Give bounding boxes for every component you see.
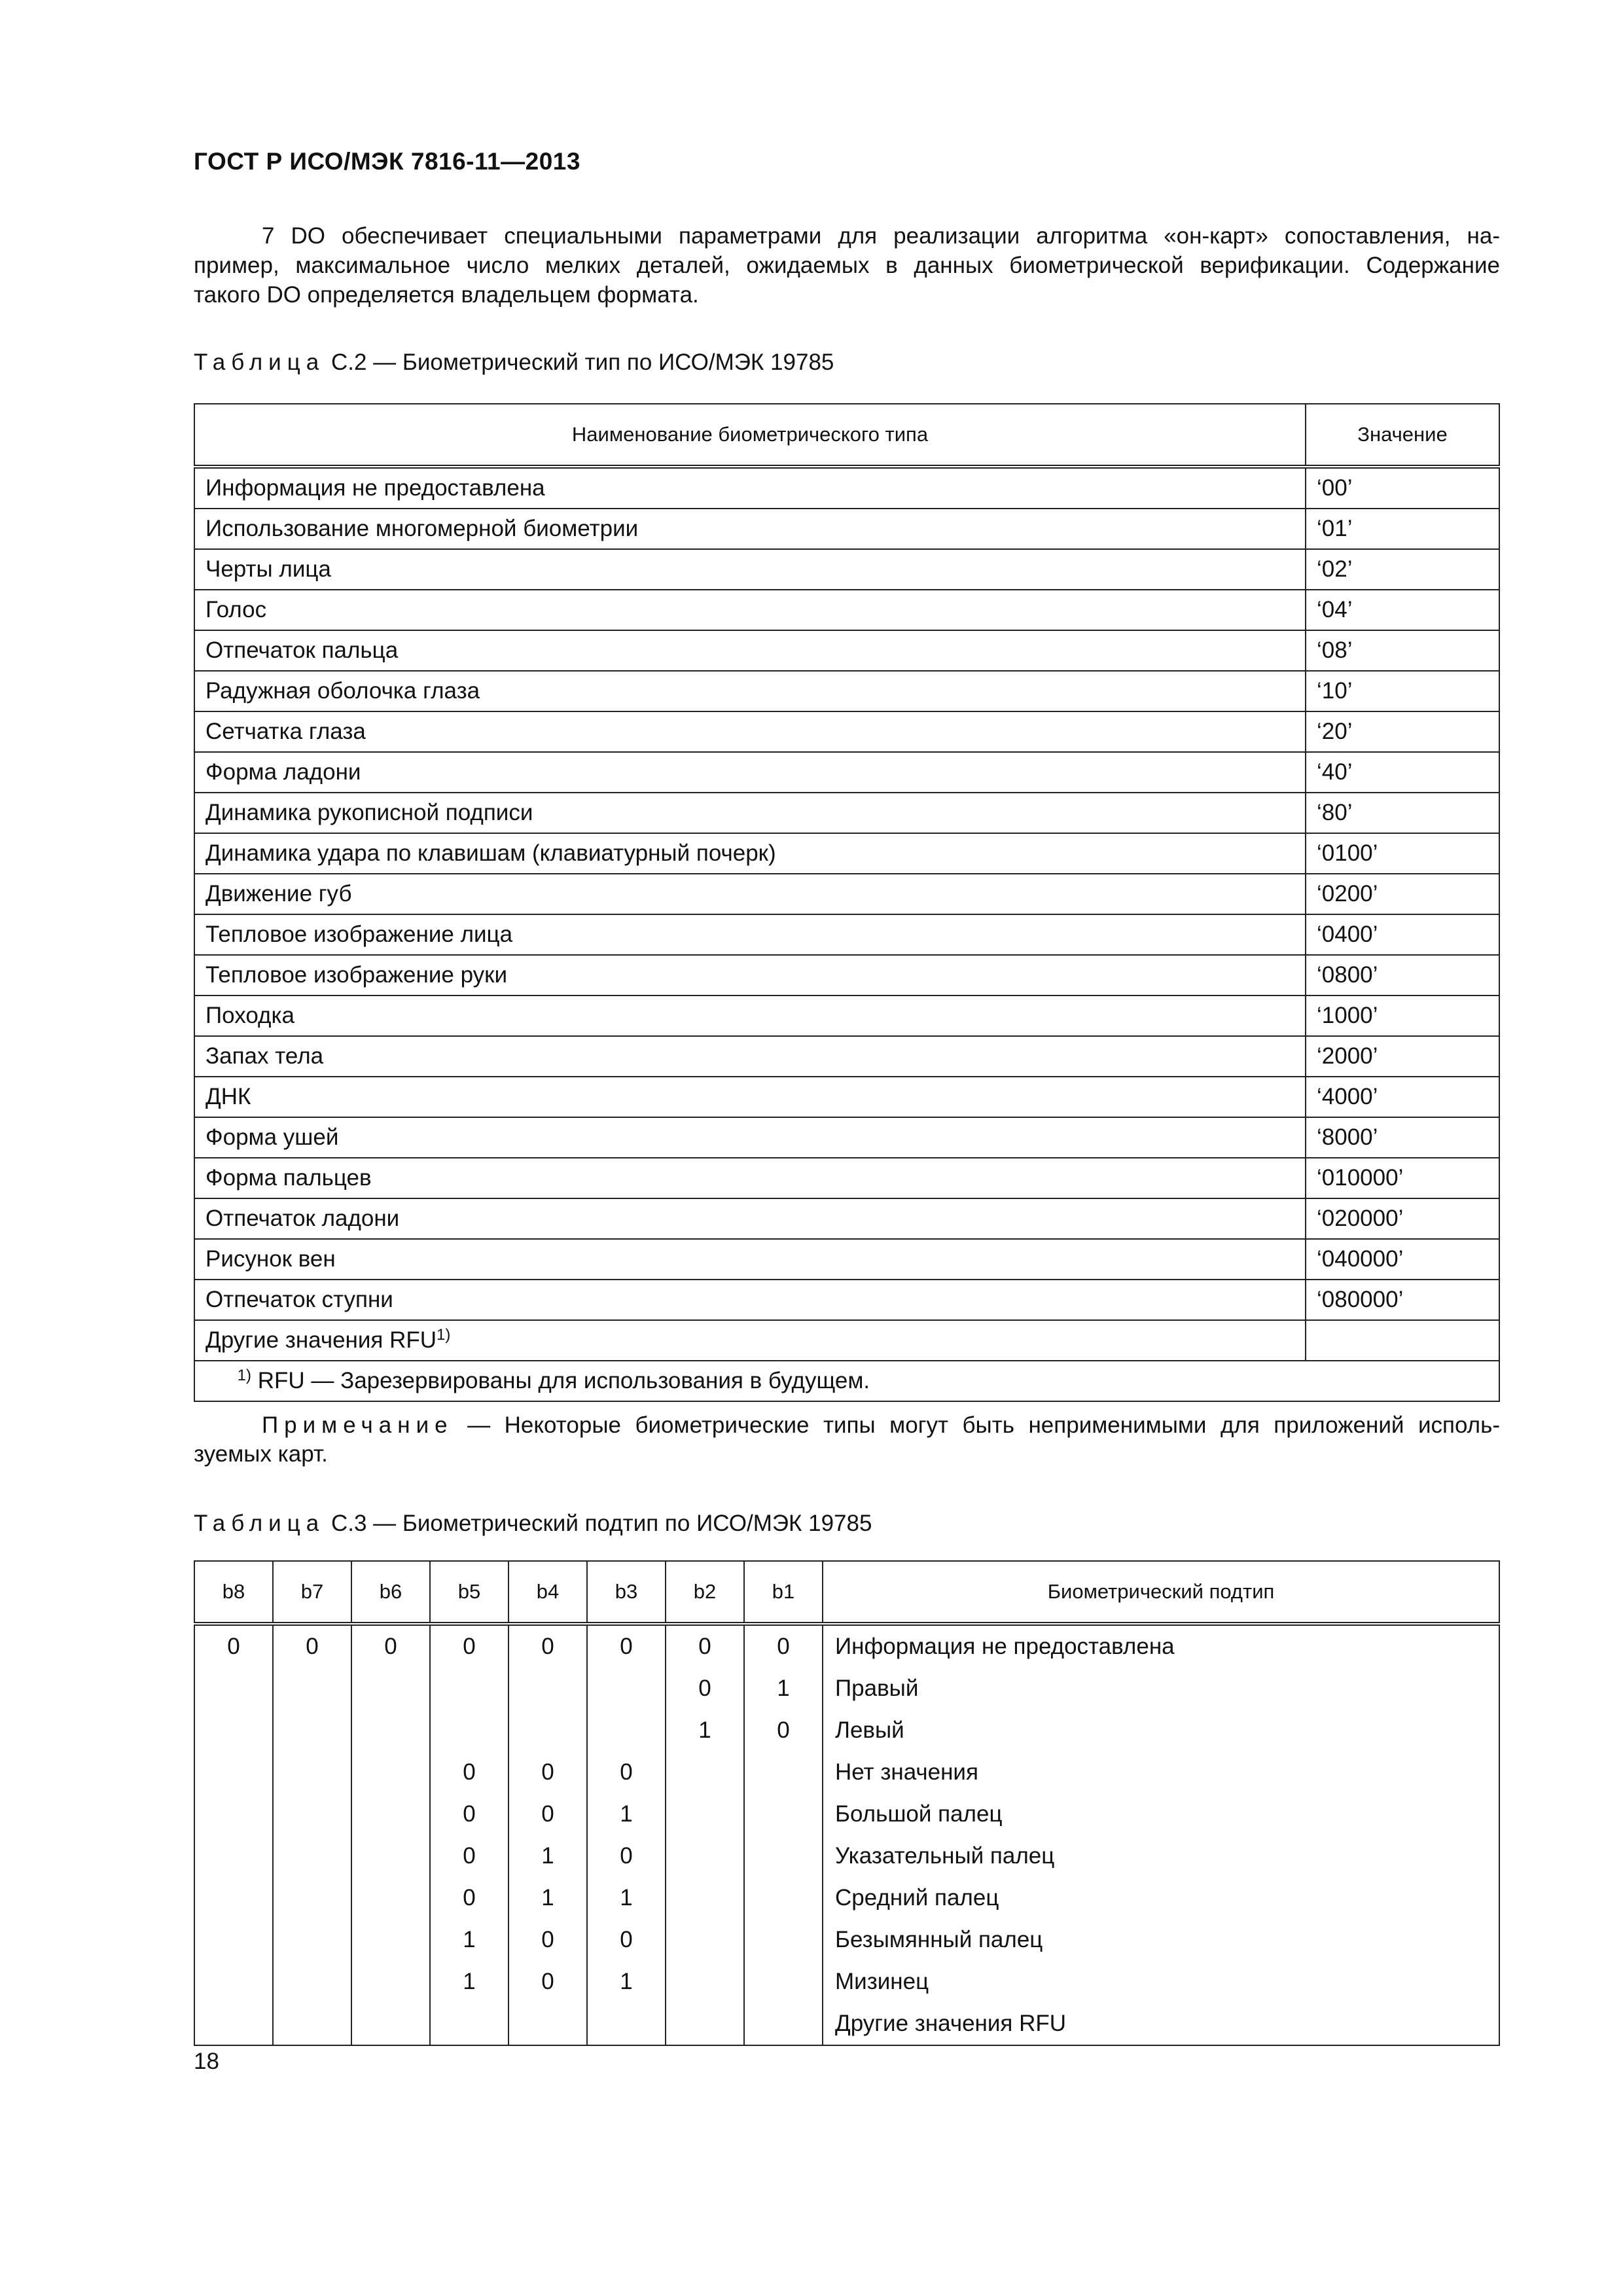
column-header-b4: b4	[508, 1561, 587, 1624]
row-label: Запах тела	[194, 1036, 1306, 1077]
row-value: ‘4000’	[1306, 1077, 1499, 1117]
table-row	[194, 833, 1499, 874]
table-row	[194, 1036, 1499, 1077]
bit-cell-b3: 1	[587, 1793, 666, 1835]
row-label: Движение губ	[194, 874, 1306, 914]
row-value: ‘01’	[1306, 509, 1499, 549]
document-header: ГОСТ Р ИСО/МЭК 7816-11—2013	[194, 148, 580, 175]
bit-cell-b1: 0	[744, 1710, 823, 1751]
subtype-cell: Левый	[823, 1710, 1499, 1751]
bit-cell-b7	[273, 2003, 351, 2045]
row-value: ‘40’	[1306, 752, 1499, 793]
column-header-b5: b5	[430, 1561, 508, 1624]
caption-text: С.3 — Биометрический подтип по ИСО/МЭК 19785	[325, 1511, 872, 1536]
bit-cell-b2	[666, 1919, 744, 1961]
table-row	[194, 467, 1499, 509]
row-value: ‘0400’	[1306, 914, 1499, 955]
row-label: Динамика рукописной подписи	[194, 793, 1306, 833]
bit-cell-b4	[508, 1710, 587, 1751]
subtype-cell: Информация не предоставлена	[823, 1624, 1499, 1668]
row-value: ‘8000’	[1306, 1117, 1499, 1158]
bit-cell-b5: 1	[430, 1961, 508, 2003]
bit-cell-b5: 0	[430, 1835, 508, 1877]
subtype-cell: Средний палец	[823, 1877, 1499, 1919]
bit-cell-b4: 0	[508, 1919, 587, 1961]
table-row	[194, 1877, 1499, 1919]
footnote-marker: 1)	[437, 1326, 451, 1344]
bit-cell-b8: 0	[194, 1624, 273, 1668]
caption-label: Таблица	[194, 1511, 325, 1536]
table-row	[194, 1710, 1499, 1751]
rfu-label: Другие значения RFU	[205, 1327, 437, 1353]
bit-cell-b4: 0	[508, 1961, 587, 2003]
column-header-b3: b3	[587, 1561, 666, 1624]
bit-cell-b3	[587, 1710, 666, 1751]
table-row	[194, 1668, 1499, 1710]
row-value: ‘0200’	[1306, 874, 1499, 914]
column-header-value: Значение	[1306, 404, 1499, 467]
bit-cell-b1	[744, 1793, 823, 1835]
row-label: Форма ладони	[194, 752, 1306, 793]
row-label: Отпечаток ладони	[194, 1198, 1306, 1239]
table-row	[194, 1239, 1499, 1280]
table-row	[194, 1919, 1499, 1961]
bit-cell-b6: 0	[351, 1624, 430, 1668]
table-footnote	[194, 1361, 1499, 1401]
table-row	[194, 1793, 1499, 1835]
intro-line: 7 DO обеспечивает специальными параметрами для реализации алгоритма «он-карт» сопоставления, на-	[262, 223, 1500, 249]
bit-cell-b7	[273, 1668, 351, 1710]
bit-cell-b3	[587, 2003, 666, 2045]
row-label: Форма ушей	[194, 1117, 1306, 1158]
row-value: ‘10’	[1306, 671, 1499, 711]
bit-cell-b1: 0	[744, 1624, 823, 1668]
table-row	[194, 955, 1499, 996]
row-value: ‘00’	[1306, 467, 1499, 509]
column-header-b6: b6	[351, 1561, 430, 1624]
caption-label: Таблица	[194, 350, 325, 375]
row-value: ‘80’	[1306, 793, 1499, 833]
row-label: Тепловое изображение лица	[194, 914, 1306, 955]
bit-cell-b3: 0	[587, 1835, 666, 1877]
bit-cell-b8	[194, 1793, 273, 1835]
bit-cell-b3	[587, 1668, 666, 1710]
row-value: ‘04’	[1306, 590, 1499, 630]
subtype-cell: Большой палец	[823, 1793, 1499, 1835]
subtype-cell: Другие значения RFU	[823, 2003, 1499, 2045]
bit-cell-b6	[351, 1919, 430, 1961]
note-line: зуемых карт.	[194, 1441, 328, 1467]
bit-cell-b2: 0	[666, 1668, 744, 1710]
bit-cell-b6	[351, 1961, 430, 2003]
table-row	[194, 874, 1499, 914]
table-header-row	[194, 404, 1499, 467]
table-row	[194, 630, 1499, 671]
caption-text: С.2 — Биометрический тип по ИСО/МЭК 19785	[325, 350, 834, 375]
row-label: Черты лица	[194, 549, 1306, 590]
bit-cell-b4	[508, 2003, 587, 2045]
bit-cell-b8	[194, 1710, 273, 1751]
row-label: Отпечаток пальца	[194, 630, 1306, 671]
bit-cell-b5: 0	[430, 1624, 508, 1668]
bit-cell-b2	[666, 1751, 744, 1793]
bit-cell-b1	[744, 1751, 823, 1793]
table-row	[194, 793, 1499, 833]
row-value: ‘20’	[1306, 711, 1499, 752]
bit-cell-b7	[273, 1751, 351, 1793]
row-label: ДНК	[194, 1077, 1306, 1117]
column-header-b2: b2	[666, 1561, 744, 1624]
table-row	[194, 509, 1499, 549]
bit-cell-b8	[194, 1668, 273, 1710]
table-c2	[194, 403, 1500, 1402]
subtype-cell: Мизинец	[823, 1961, 1499, 2003]
row-value: ‘02’	[1306, 549, 1499, 590]
bit-cell-b6	[351, 1668, 430, 1710]
row-label: Информация не предоставлена	[194, 467, 1306, 509]
bit-cell-b1	[744, 1961, 823, 2003]
bit-cell-b4: 0	[508, 1624, 587, 1668]
bit-cell-b1: 1	[744, 1668, 823, 1710]
row-label: Форма пальцев	[194, 1158, 1306, 1198]
bit-cell-b5	[430, 1710, 508, 1751]
row-value: ‘2000’	[1306, 1036, 1499, 1077]
row-label: Отпечаток ступни	[194, 1280, 1306, 1320]
intro-line: пример, максимальное число мелких деталей, ожидаемых в данных биометрической верификации. Содержание	[194, 253, 1500, 278]
table-row	[194, 1751, 1499, 1793]
bit-cell-b8	[194, 1919, 273, 1961]
intro-line: такого DO определяется владельцем формата.	[194, 282, 699, 308]
column-header-subtype: Биометрический подтип	[823, 1561, 1499, 1624]
table-row	[194, 1117, 1499, 1158]
bit-cell-b4: 1	[508, 1835, 587, 1877]
table-header-row	[194, 1561, 1499, 1624]
row-value: ‘080000’	[1306, 1280, 1499, 1320]
row-value: ‘08’	[1306, 630, 1499, 671]
footnote-text: RFU — Зарезервированы для использования в будущем.	[251, 1368, 870, 1393]
column-header-type-name: Наименование биометрического типа	[194, 404, 1306, 467]
bit-cell-b3: 0	[587, 1624, 666, 1668]
bit-cell-b5: 1	[430, 1919, 508, 1961]
subtype-cell: Правый	[823, 1668, 1499, 1710]
row-label: Динамика удара по клавишам (клавиатурный почерк)	[194, 833, 1306, 874]
row-label: Радужная оболочка глаза	[194, 671, 1306, 711]
bit-cell-b1	[744, 2003, 823, 2045]
bit-cell-b7	[273, 1710, 351, 1751]
table-row	[194, 1961, 1499, 2003]
table-row	[194, 1158, 1499, 1198]
table-row	[194, 1077, 1499, 1117]
bit-cell-b5: 0	[430, 1793, 508, 1835]
bit-cell-b7	[273, 1877, 351, 1919]
bit-cell-b1	[744, 1877, 823, 1919]
row-value: ‘020000’	[1306, 1198, 1499, 1239]
table-row	[194, 671, 1499, 711]
table-row-rfu	[194, 1320, 1499, 1361]
bit-cell-b2	[666, 1877, 744, 1919]
table-row	[194, 1835, 1499, 1877]
table-row	[194, 711, 1499, 752]
bit-cell-b1	[744, 1919, 823, 1961]
row-label: Походка	[194, 996, 1306, 1036]
bit-cell-b8	[194, 1835, 273, 1877]
row-value: ‘1000’	[1306, 996, 1499, 1036]
table-row	[194, 2003, 1499, 2045]
bit-cell-b6	[351, 1793, 430, 1835]
table-footnote-row	[194, 1361, 1499, 1401]
column-header-b8: b8	[194, 1561, 273, 1624]
bit-cell-b6	[351, 1710, 430, 1751]
bit-cell-b2: 0	[666, 1624, 744, 1668]
bit-cell-b3: 1	[587, 1961, 666, 2003]
row-label: Рисунок вен	[194, 1239, 1306, 1280]
bit-cell-b8	[194, 2003, 273, 2045]
row-value: ‘0100’	[1306, 833, 1499, 874]
subtype-cell: Безымянный палец	[823, 1919, 1499, 1961]
bit-cell-b7	[273, 1835, 351, 1877]
bit-cell-b7	[273, 1793, 351, 1835]
bit-cell-b2	[666, 1961, 744, 2003]
bit-cell-b8	[194, 1877, 273, 1919]
table-c3	[194, 1560, 1500, 2046]
subtype-cell: Нет значения	[823, 1751, 1499, 1793]
intro-paragraph	[194, 221, 1500, 310]
table-row	[194, 996, 1499, 1036]
note-line	[194, 1411, 1500, 1440]
bit-cell-b2	[666, 1835, 744, 1877]
bit-cell-b4: 0	[508, 1751, 587, 1793]
bit-cell-b7: 0	[273, 1624, 351, 1668]
bit-cell-b7	[273, 1961, 351, 2003]
row-label: Тепловое изображение руки	[194, 955, 1306, 996]
page-number: 18	[194, 2049, 219, 2074]
bit-cell-b2	[666, 1793, 744, 1835]
row-value: ‘0800’	[1306, 955, 1499, 996]
table-row	[194, 549, 1499, 590]
bit-cell-b5	[430, 1668, 508, 1710]
bit-cell-b3: 1	[587, 1877, 666, 1919]
row-label: Сетчатка глаза	[194, 711, 1306, 752]
bit-cell-b3: 0	[587, 1751, 666, 1793]
bit-cell-b6	[351, 1835, 430, 1877]
footnote-marker: 1)	[237, 1367, 251, 1384]
table-c3-body	[194, 1624, 1499, 2045]
bit-cell-b2: 1	[666, 1710, 744, 1751]
row-label: Голос	[194, 590, 1306, 630]
table-row	[194, 1624, 1499, 1668]
bit-cell-b6	[351, 2003, 430, 2045]
note-text: — Некоторые биометрические типы могут быть неприменимыми для приложений исполь-	[453, 1412, 1500, 1438]
bit-cell-b1	[744, 1835, 823, 1877]
bit-cell-b2	[666, 2003, 744, 2045]
table-c2-body	[194, 467, 1499, 1320]
row-label: Использование многомерной биометрии	[194, 509, 1306, 549]
table-c2-caption	[194, 348, 834, 377]
bit-cell-b6	[351, 1877, 430, 1919]
row-value: ‘010000’	[1306, 1158, 1499, 1198]
subtype-cell: Указательный палец	[823, 1835, 1499, 1877]
table-row	[194, 752, 1499, 793]
row-label	[194, 1320, 1306, 1361]
bit-cell-b5: 0	[430, 1877, 508, 1919]
bit-cell-b6	[351, 1751, 430, 1793]
bit-cell-b4: 1	[508, 1877, 587, 1919]
bit-cell-b5: 0	[430, 1751, 508, 1793]
table-row	[194, 1280, 1499, 1320]
column-header-b7: b7	[273, 1561, 351, 1624]
note-label: Примечание	[262, 1412, 454, 1438]
row-value	[1306, 1320, 1499, 1361]
column-header-b1: b1	[744, 1561, 823, 1624]
row-value: ‘040000’	[1306, 1239, 1499, 1280]
table-row	[194, 1198, 1499, 1239]
bit-cell-b4	[508, 1668, 587, 1710]
table-c3-caption	[194, 1509, 872, 1538]
bit-cell-b8	[194, 1751, 273, 1793]
table-note	[194, 1411, 1500, 1469]
table-row	[194, 590, 1499, 630]
table-row	[194, 914, 1499, 955]
bit-cell-b5	[430, 2003, 508, 2045]
bit-cell-b7	[273, 1919, 351, 1961]
bit-cell-b4: 0	[508, 1793, 587, 1835]
bit-cell-b3: 0	[587, 1919, 666, 1961]
bit-cell-b8	[194, 1961, 273, 2003]
